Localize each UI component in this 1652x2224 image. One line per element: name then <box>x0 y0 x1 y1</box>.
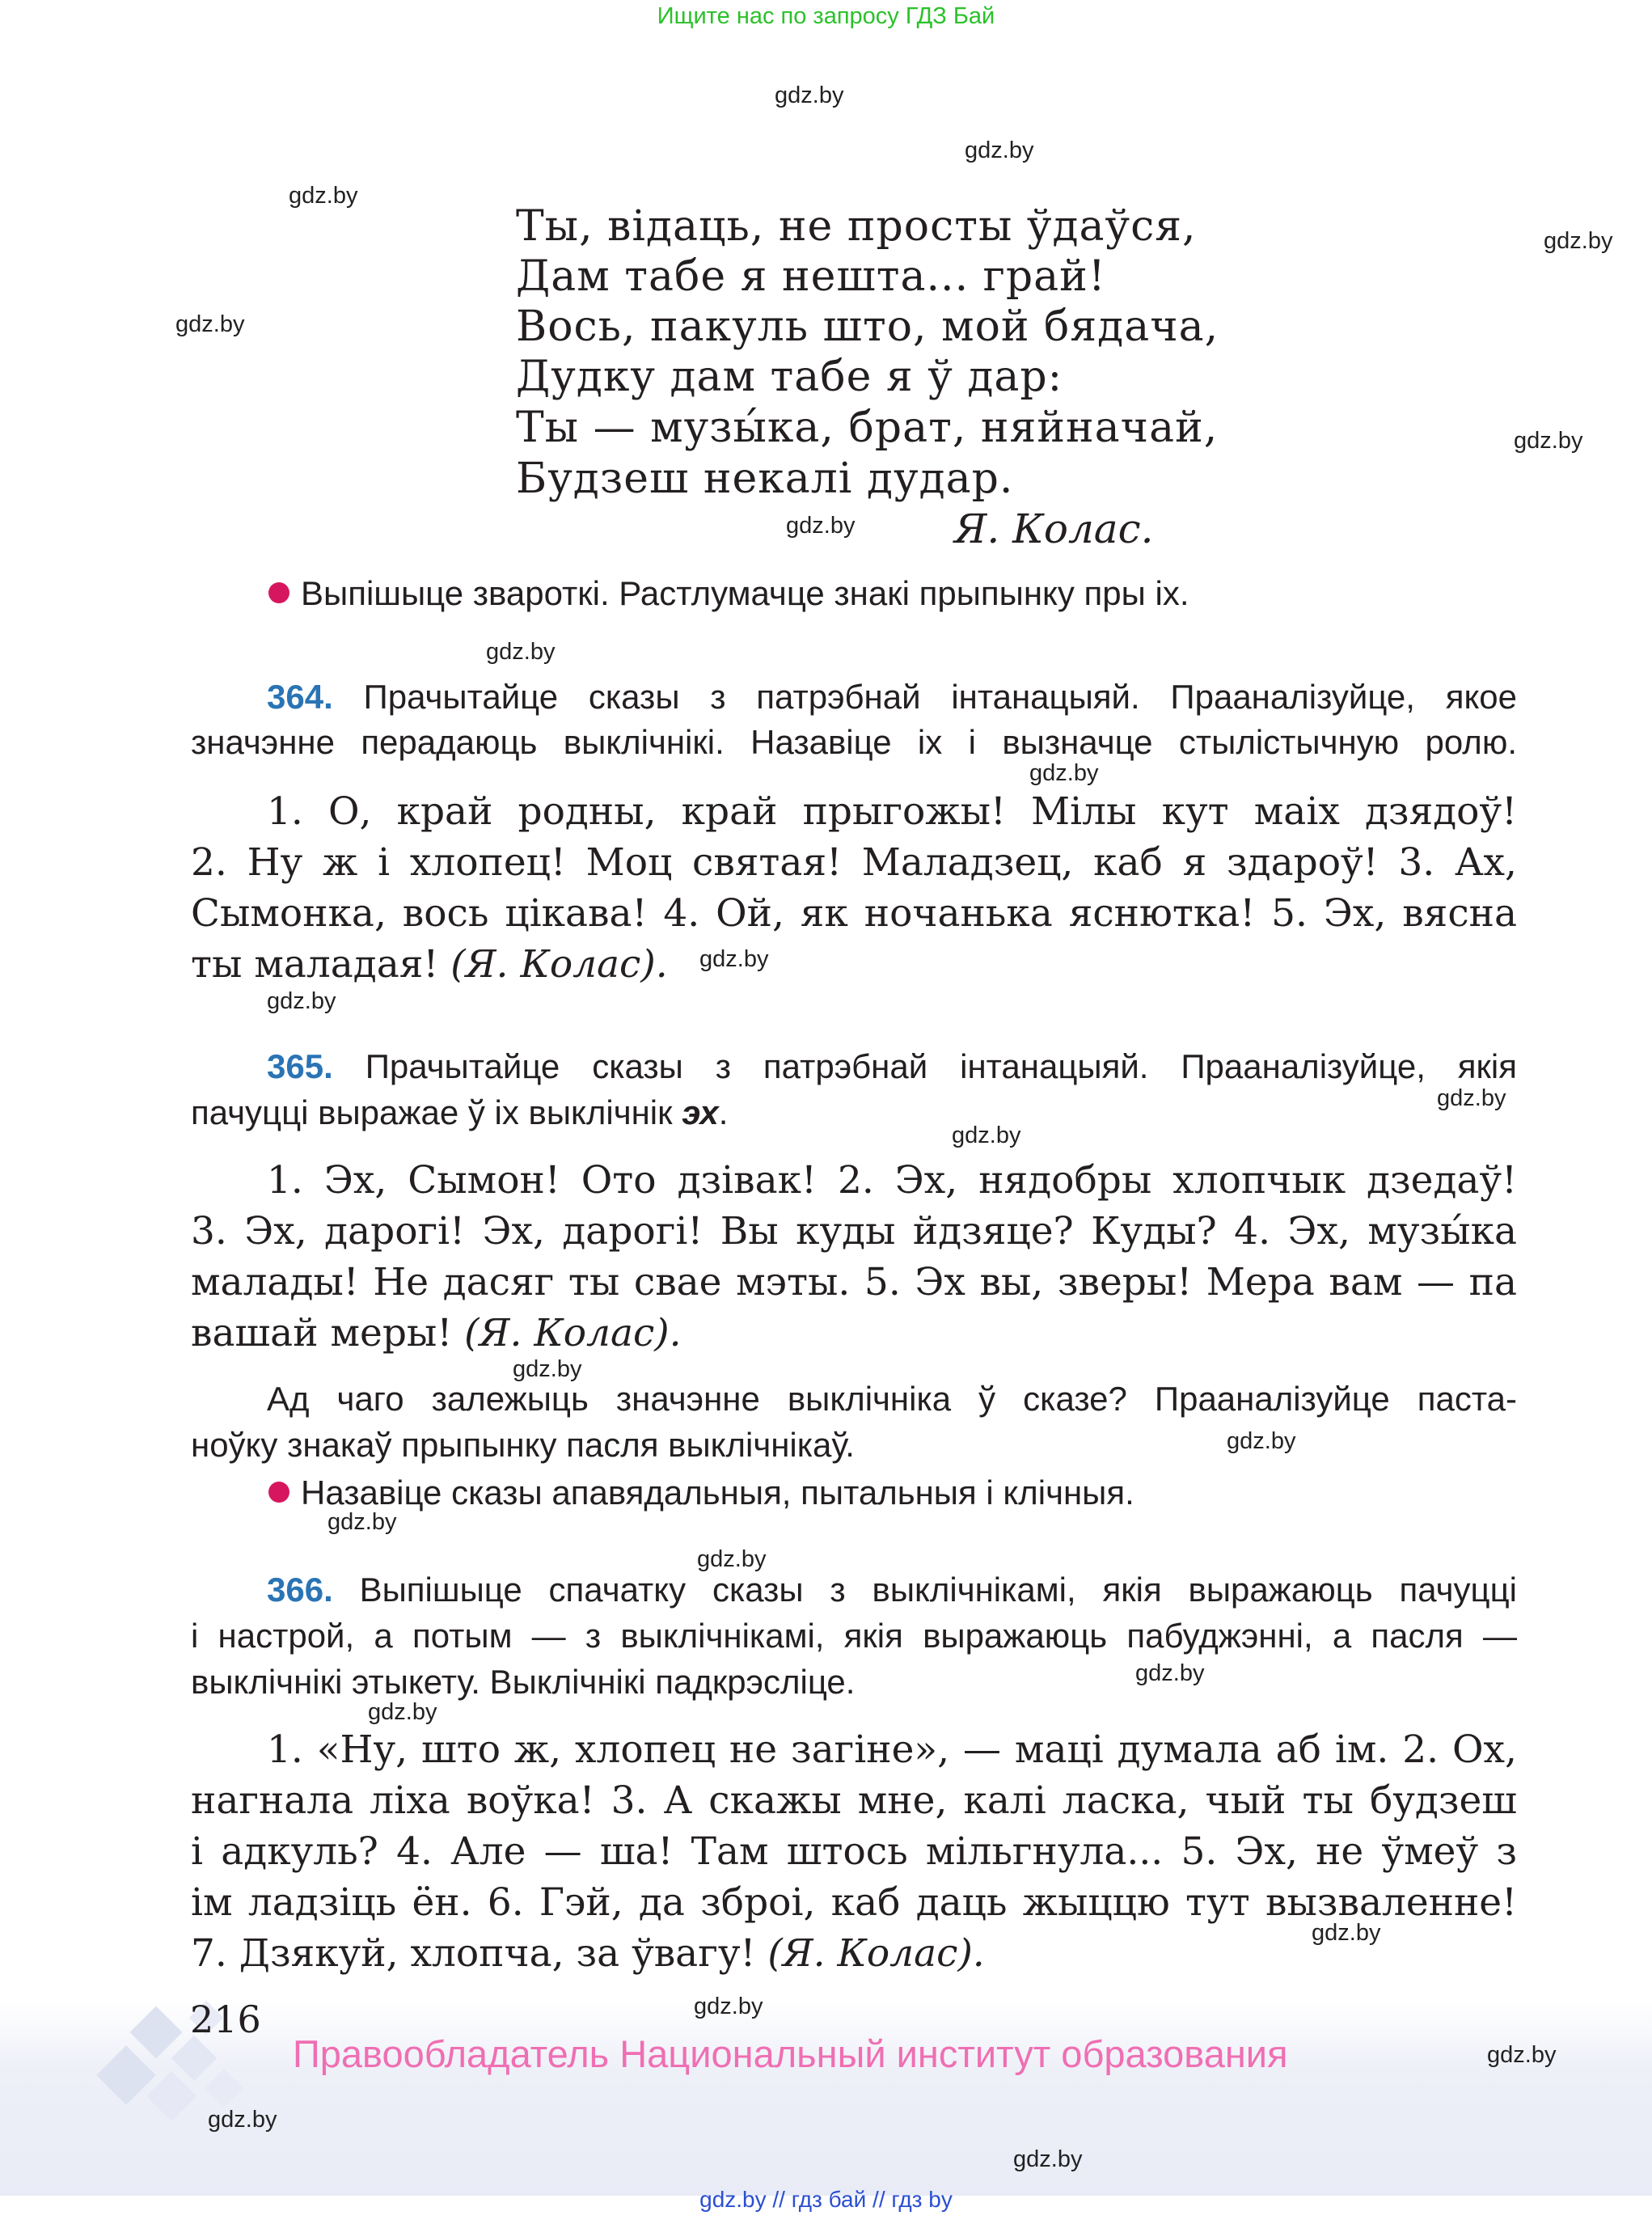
watermark: gdz.by <box>486 639 556 665</box>
poem-author: Я. Колас. <box>954 505 1154 552</box>
ex365-question-line-2: ноўку знакаў прыпынку пасля выклічнікаў. <box>191 1426 855 1464</box>
ex365-instruction-line-2: пачуцці выражае ў іх выклічнік эх. <box>191 1093 729 1131</box>
watermark: gdz.by <box>1135 1660 1205 1686</box>
watermark: gdz.by <box>513 1356 582 1382</box>
ex364-number: 364. <box>267 678 333 716</box>
watermark: gdz.by <box>267 988 336 1014</box>
bullet-icon <box>268 582 289 603</box>
watermark: gdz.by <box>775 82 844 108</box>
ex365-highlight-word: эх <box>682 1093 719 1131</box>
ex366-instruction-line-3: выклічнікі этыкету. Выклічнікі падкрэсліце. <box>191 1663 856 1701</box>
watermark: gdz.by <box>786 513 856 539</box>
watermark: gdz.by <box>952 1123 1021 1148</box>
poem-line-3: Вось, пакуль што, мой бядача, <box>516 302 1219 351</box>
page-number: 216 <box>190 1998 261 2041</box>
bullet-icon <box>268 1482 289 1503</box>
watermark: gdz.by <box>965 137 1034 163</box>
ex365-text-line-1: 1. Эх, Сымон! Ото дзівак! 2. Эх, нядобры хлопчык дзедаў! <box>267 1158 1517 1203</box>
ex366-instruction-line-2: і настрой, а потым — з выклічнікамі, якія выражаюць пабуджэнні, а пасля — <box>191 1617 1517 1655</box>
ex366-instruction-line-1: 366. Выпішыце спачатку сказы з выклічнікамі, якія выражаюць пачуцці <box>267 1571 1517 1609</box>
watermark: gdz.by <box>699 946 769 972</box>
watermark: gdz.by <box>1312 1920 1381 1946</box>
ex365-question-line-1: Ад чаго залежыць значэнне выклічніка ў сказе? Прааналізуйце паста- <box>267 1380 1517 1418</box>
watermark: gdz.by <box>327 1509 397 1535</box>
ex364-author: (Я. Колас). <box>450 942 668 987</box>
bottom-links[interactable]: gdz.by // гдз бай // гдз by <box>699 2187 953 2212</box>
watermark: gdz.by <box>175 311 245 337</box>
watermark: gdz.by <box>694 1994 763 2019</box>
watermark: gdz.by <box>697 1546 767 1572</box>
ex366-text-line-2: нагнала ліха воўка! 3. А скажы мне, калі ласка, чый ты будзеш <box>191 1778 1517 1823</box>
poem-line-5: Ты — музы́ка, брат, няйначай, <box>516 404 1219 452</box>
ex365-text-line-4: вашай меры! (Я. Колас). <box>191 1311 682 1355</box>
ex365-number: 365. <box>267 1047 333 1085</box>
watermark: gdz.by <box>1029 760 1099 786</box>
ex364-instruction-line-1: 364. Прачытайце сказы з патрэбнай інтанацыяй. Прааналізуйце, якое <box>267 678 1518 716</box>
watermark: gdz.by <box>1514 428 1583 454</box>
watermark: gdz.by <box>1544 228 1613 254</box>
watermark: gdz.by <box>368 1699 437 1725</box>
copyright-holder: Правообладатель Национальный институт образования <box>293 2032 1288 2075</box>
watermark: gdz.by <box>1437 1085 1506 1111</box>
ex365-task: Назавіце сказы апавядальныя, пытальныя і клічныя. <box>268 1474 1134 1512</box>
ex366-text-line-4: ім ладзіць ён. 6. Гэй, да зброі, каб даць жыццю тут вызваленне! <box>191 1880 1517 1925</box>
watermark: gdz.by <box>208 2107 277 2133</box>
ex366-author: (Я. Колас). <box>767 1931 985 1976</box>
poem-line-6: Будзеш некалі дудар. <box>516 455 1014 503</box>
watermark: gdz.by <box>1487 2042 1557 2068</box>
ex365-text-line-3: малады! Не дасяг ты свае мэты. 5. Эх вы, зверы! Мера вам — па <box>191 1260 1517 1304</box>
ex364-text-line-1: 1. О, край родны, край прыгожы! Мілы кут маіх дзядоў! <box>267 789 1517 834</box>
ex365-instruction-line-1: 365. Прачытайце сказы з патрэбнай інтанацыяй. Прааналізуйце, якія <box>267 1047 1517 1085</box>
ex364-text-line-2: 2. Ну ж і хлопец! Моц святая! Маладзец, каб я здароў! 3. Ах, <box>191 840 1517 885</box>
task-after-poem: Выпішыце звароткі. Растлумачце знакі прыпынку пры іх. <box>268 574 1189 613</box>
ex366-text-line-3: і адкуль? 4. Але — ша! Там штось мільгнула... 5. Эх, не ўмеў з <box>191 1829 1517 1874</box>
ex365-text-line-2: 3. Эх, дарогі! Эх, дарогі! Вы куды йдзяце? Куды? 4. Эх, музы́ка <box>191 1209 1517 1254</box>
watermark: gdz.by <box>289 183 358 209</box>
ex364-instruction-line-2: значэнне перадаюць выклічнікі. Назавіце іх і вызначце стылістычную ролю. <box>191 723 1517 761</box>
poem-line-2: Дам табе я нешта... грай! <box>516 252 1106 301</box>
poem-line-4: Дудку дам табе я ў дар: <box>516 353 1063 401</box>
ex364-text-line-3: Сымонка, вось цікава! 4. Ой, як ночанька яснютка! 5. Эх, вясна <box>191 891 1517 936</box>
ex366-number: 366. <box>267 1571 333 1609</box>
ex366-text-line-1: 1. «Ну, што ж, хлопец не загіне», — маці думала аб ім. 2. Ох, <box>267 1727 1517 1772</box>
ex366-text-line-5: 7. Дзякуй, хлопча, за ўвагу! (Я. Колас). <box>191 1931 985 1976</box>
ex365-author: (Я. Колас). <box>464 1311 682 1355</box>
poem-line-1: Ты, відаць, не просты ўдаўся, <box>516 202 1197 251</box>
top-banner[interactable]: Ищите нас по запросу ГДЗ Бай <box>657 3 995 29</box>
watermark: gdz.by <box>1227 1428 1296 1454</box>
watermark: gdz.by <box>1013 2146 1083 2172</box>
ex364-text-line-4: ты маладая! (Я. Колас). <box>191 942 668 987</box>
